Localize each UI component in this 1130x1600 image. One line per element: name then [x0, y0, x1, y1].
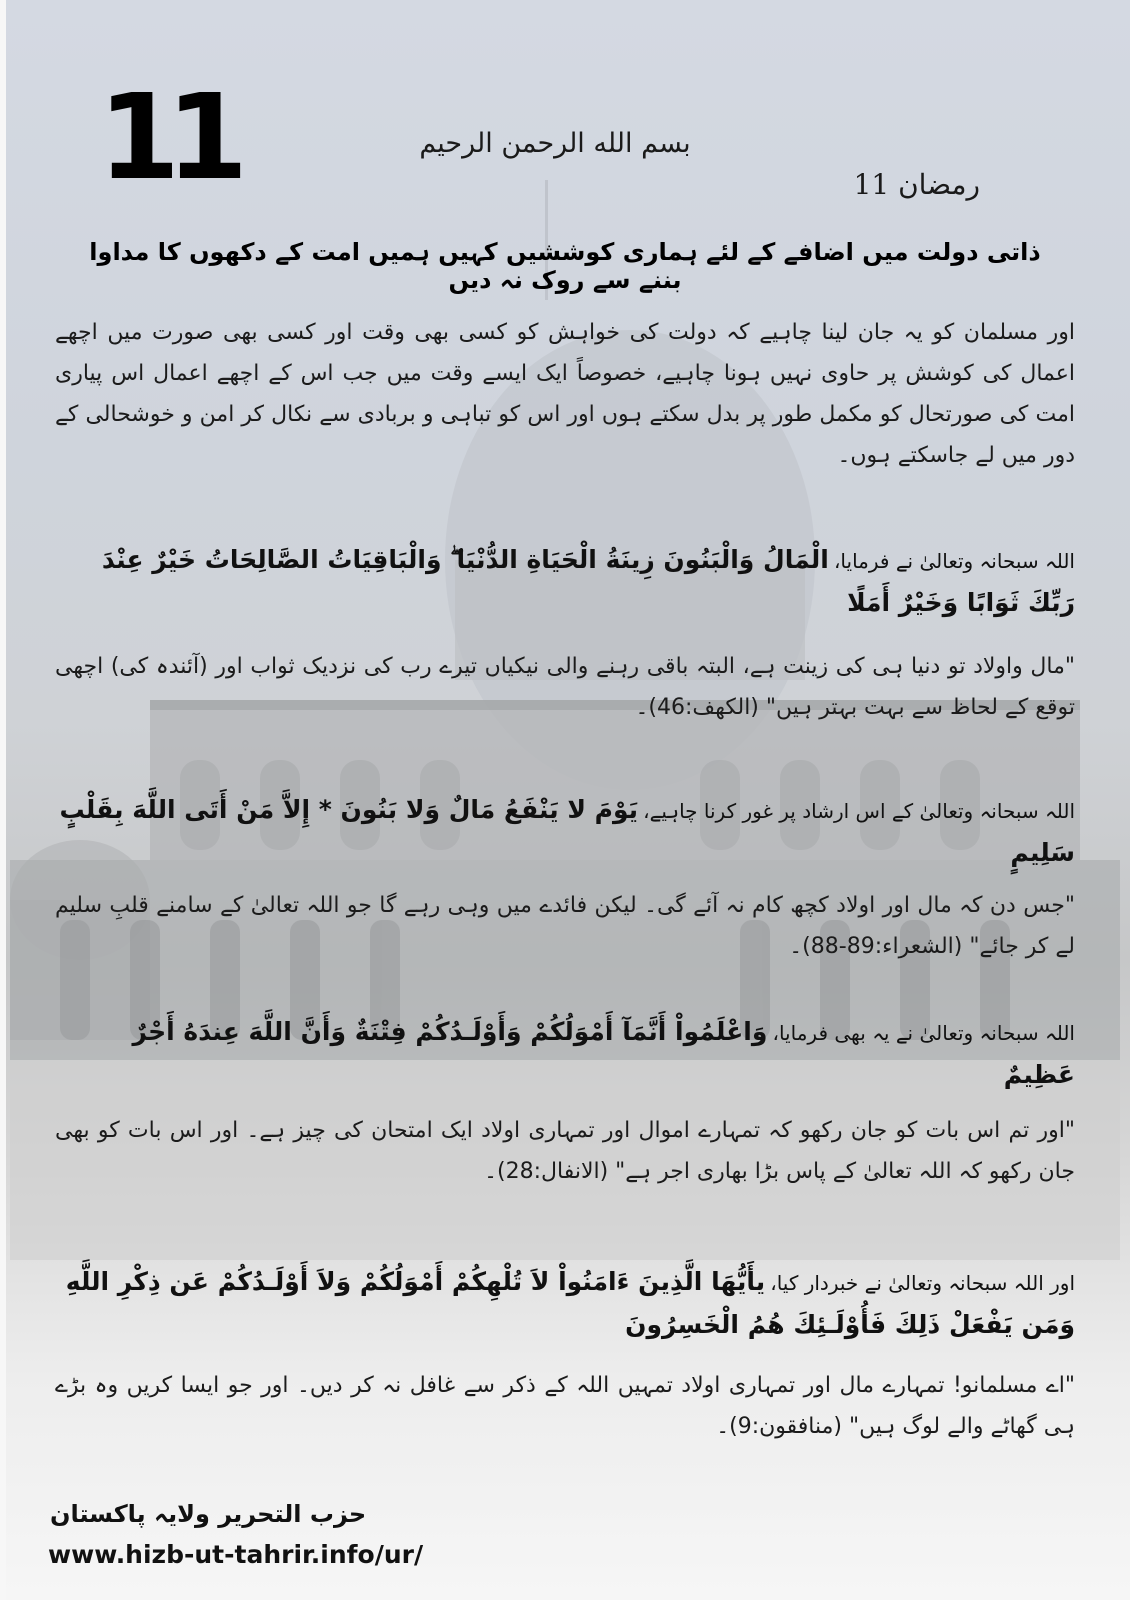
- verse-block-3: [55, 1012, 1075, 1098]
- quran-ayah: الْمَالُ وَالْبَنُونَ زِينَةُ الْحَيَاةِ الدُّنْيَا ۖ وَالْبَاقِيَاتُ الصَّالِحَاتُ خَيْرٌ عِنْدَ رَبِّكَ ثَوَابًا وَخَيْرٌ أَمَلًا: [101, 545, 1075, 617]
- quran-ayah: يأَيُّهَا الَّذِينَ ءَامَنُواْ لاَ تُلْهِكُمْ أَمْوَلُكُمْ وَلاَ أَوْلَـدُكُمْ عَن ذِكْرِ اللَّهِ وَمَن يَفْعَلْ ذَلِكَ فَأُوْلَـئِكَ هُمُ الْخَسِرُونَ: [65, 1267, 1075, 1339]
- website-url: www.hizb-ut-tahrir.info/ur/: [48, 1540, 424, 1569]
- verse-intro: اللہ سبحانہ وتعالیٰ نے فرمایا،: [833, 549, 1075, 573]
- date-label: رمضان 11: [853, 168, 980, 201]
- verse-translation-4: "اے مسلمانو! تمہارے مال اور تمہاری اولاد تمہیں اللہ کے ذکر سے غافل نہ کر دیں۔ اور جو ایسا کریں وہ بڑے ہی گھاٹے والے لوگ ہیں" (منافقون:9)۔: [55, 1373, 1075, 1439]
- verse-intro: اللہ سبحانہ وتعالیٰ کے اس ارشاد پر غور کرنا چاہیے،: [643, 799, 1075, 823]
- verse-block-4: [55, 1262, 1075, 1348]
- verse-block-2: [55, 790, 1075, 876]
- verse-translation-2: "جس دن کہ مال اور اولاد کچھ کام نہ آئے گی۔ لیکن فائدے میں وہی رہے گا جو اللہ تعالیٰ کے سامنے قلبِ سلیم لے کر جائے" (الشعراء:89-88)۔: [55, 893, 1075, 959]
- day-number: 11: [98, 68, 235, 206]
- verse-block-1: [55, 540, 1075, 626]
- bismillah-heading: بسم الله الرحمن الرحيم: [419, 128, 691, 159]
- quran-ayah: وَاعْلَمُواْ أَنَّمَآ أَمْوَلُكُمْ وَأَوْلَـدُكُمْ فِتْنَةٌ وَأَنَّ اللَّهَ عِندَهُ أَجْرٌ عَظِيمٌ: [132, 1017, 1075, 1089]
- verse-translation-1: "مال واولاد تو دنیا ہی کی زینت ہے، البتہ باقی رہنے والی نیکیاں تیرے رب کی نزدیک ثواب اور (آئندہ کی) اچھی توقع کے لحاظ سے بہت بہتر ہیں" (الکھف:46)۔: [55, 654, 1075, 720]
- verse-intro: اللہ سبحانہ وتعالیٰ نے یہ بھی فرمایا،: [772, 1021, 1075, 1045]
- headline: ذاتی دولت میں اضافے کے لئے ہماری کوششیں کہیں ہمیں امت کے دکھوں کا مداوا بننے سے روک نہ دیں: [89, 238, 1041, 294]
- verse-translation-3: "اور تم اس بات کو جان رکھو کہ تمہارے اموال اور تمہاری اولاد ایک امتحان کی چیز ہے۔ اور اس بات کو بھی جان رکھو کہ اللہ تعالیٰ کے پاس بڑا بھاری اجر ہے" (الانفال:28)۔: [55, 1118, 1075, 1184]
- organization-name: حزب التحریر ولایہ پاکستان: [50, 1500, 367, 1528]
- intro-paragraph: اور مسلمان کو یہ جان لینا چاہیے کہ دولت کی خواہش کو کسی بھی وقت اور کسی بھی صورت میں اچھے اعمال کی کوشش پر حاوی نہیں ہونا چاہیے، خصوصاً ایک ایسے وقت میں جب اس کے اچھے اعمال اس پیاری امت کی صورتحال کو مکمل طور پر بدل سکتے ہوں اور اس کو تباہی و بربادی سے نکال کر امن و خوشحالی کے دور میں لے جاسکتے ہوں۔: [55, 320, 1075, 468]
- verse-intro: اور اللہ سبحانہ وتعالیٰ نے خبردار کیا،: [770, 1271, 1075, 1295]
- quran-ayah: يَوْمَ لا يَنْفَعُ مَالٌ وَلا بَنُونَ * إِلاَّ مَنْ أَتَى اللَّهَ بِقَلْبٍ سَلِيمٍ: [59, 795, 1075, 867]
- page-edge: [0, 0, 6, 1600]
